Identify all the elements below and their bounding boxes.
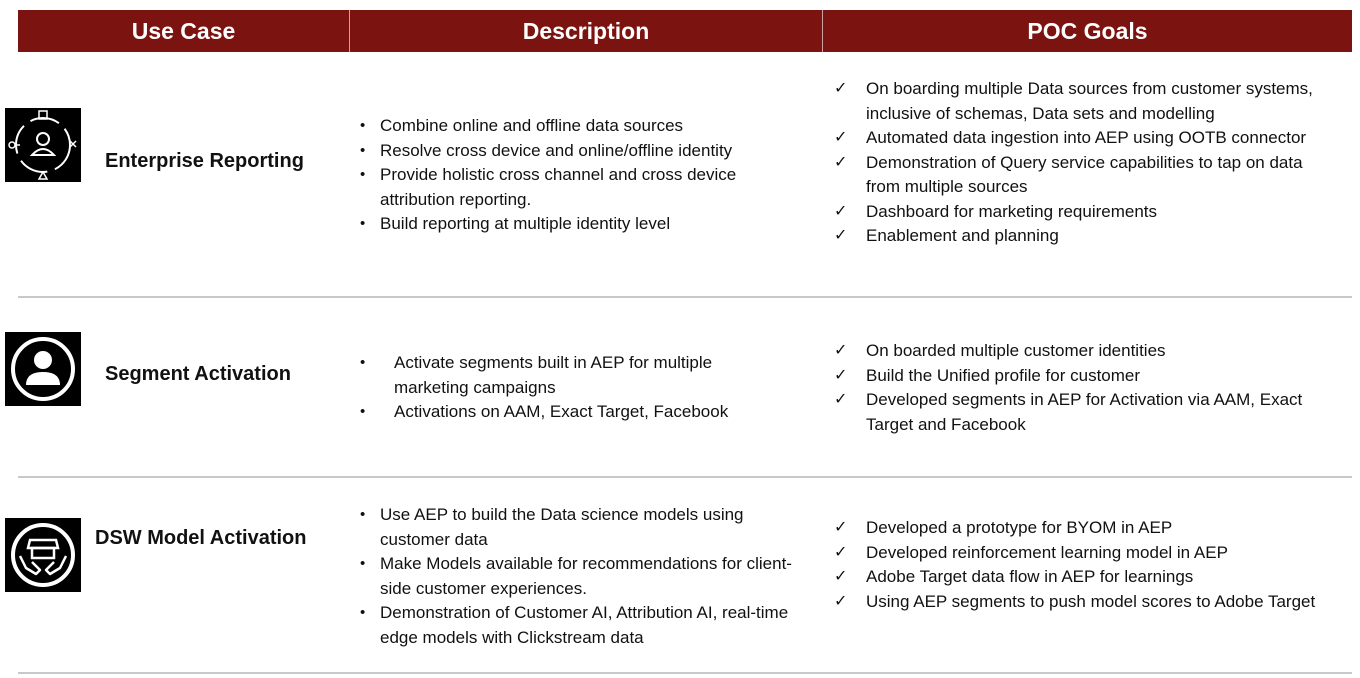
list-item: ✓ On boarded multiple customer identities <box>834 339 1334 364</box>
list-item: • Resolve cross device and online/offline identity <box>358 139 798 164</box>
list-item: ✓ Developed segments in AEP for Activation via AAM, Exact Target and Facebook <box>834 390 1303 434</box>
goals-list <box>834 339 1334 437</box>
list-item: ✓ Build the Unified profile for customer <box>834 364 1334 389</box>
row-divider <box>18 296 1352 298</box>
check-icon: ✓ <box>834 391 848 408</box>
list-item: • Activations on AAM, Exact Target, Facebook <box>358 400 788 425</box>
list-item: • Activate segments built in AEP for multiple marketing campaigns <box>358 351 788 400</box>
list-item: ✓ Enablement and planning <box>834 224 1334 249</box>
header-description: Description <box>350 10 823 52</box>
list-item: ✓ Using AEP segments to push model scores to Adobe Target <box>834 590 1334 615</box>
list-item: • Provide holistic cross channel and cross device attribution reporting. <box>358 163 798 212</box>
use-case-name: DSW Model Activation <box>95 527 307 549</box>
list-item: ✓ Adobe Target data flow in AEP for learnings <box>834 565 1334 590</box>
list-item: ✓ On boarding multiple Data sources from customer systems, inclusive of schemas, Data sets and modelling <box>834 79 1313 123</box>
list-item: ✓ Automated data ingestion into AEP using OOTB connector <box>834 126 1334 151</box>
check-icon: ✓ <box>834 227 848 244</box>
list-item: ✓ Developed a prototype for BYOM in AEP <box>834 516 1334 541</box>
check-icon: ✓ <box>834 366 848 384</box>
header-poc-goals: POC Goals <box>1027 17 1148 44</box>
use-case-name: Enterprise Reporting <box>105 150 304 172</box>
check-icon: ✓ <box>834 129 848 146</box>
user-circle-icon <box>5 332 81 406</box>
check-icon: ✓ <box>834 568 848 585</box>
target-user-icon <box>5 108 81 182</box>
list-item: • Use AEP to build the Data science models using customer data <box>358 503 808 552</box>
list-item: ✓ Developed reinforcement learning model in AEP <box>834 541 1334 566</box>
list-item: ✓ Dashboard for marketing requirements <box>834 200 1334 225</box>
check-icon: ✓ <box>834 80 848 97</box>
list-item: • Demonstration of Customer AI, Attribution AI, real-time edge models with Clickstream data <box>358 601 808 650</box>
description-list <box>358 351 788 425</box>
list-item: • Build reporting at multiple identity level <box>358 212 798 237</box>
header-use-case: Use Case <box>18 10 350 52</box>
row-divider <box>18 672 1352 674</box>
row-divider <box>18 476 1352 478</box>
use-case-name: Segment Activation <box>105 363 291 385</box>
check-icon: ✓ <box>834 202 848 220</box>
list-item: • Combine online and offline data sources <box>358 114 798 139</box>
description-list <box>358 503 808 650</box>
list-item: ✓ Demonstration of Query service capabilities to tap on data from multiple sources <box>834 152 1303 196</box>
goals-list <box>834 516 1334 614</box>
check-icon: ✓ <box>834 153 848 171</box>
check-icon: ✓ <box>834 342 848 359</box>
description-list <box>358 114 798 237</box>
check-icon: ✓ <box>834 519 848 536</box>
hands-store-icon <box>5 518 81 592</box>
goals-list <box>834 77 1334 249</box>
table-header <box>18 10 1352 52</box>
check-icon: ✓ <box>834 543 848 561</box>
list-item: • Make Models available for recommendations for client-side customer experiences. <box>358 552 808 601</box>
check-icon: ✓ <box>834 592 848 610</box>
